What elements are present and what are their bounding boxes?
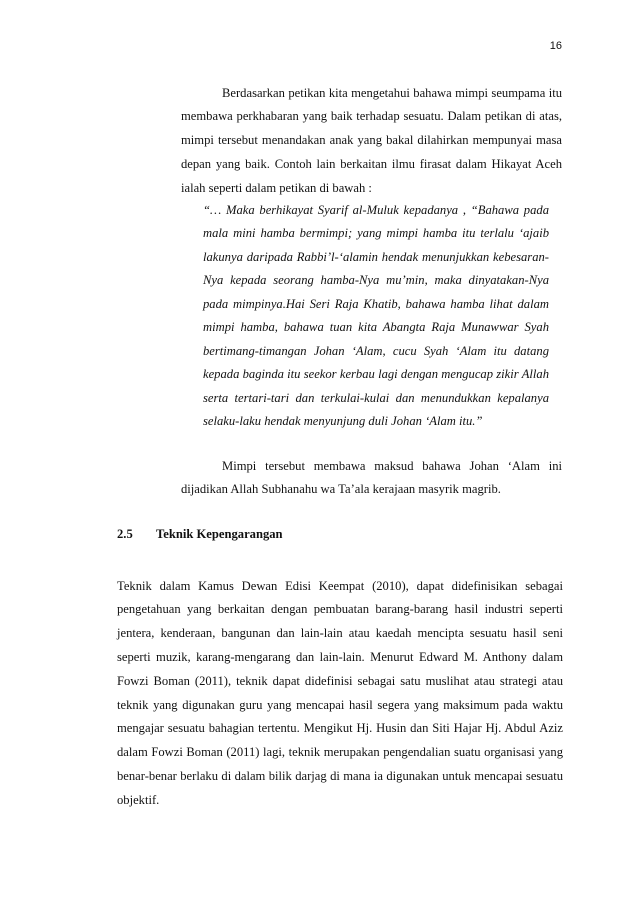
section-number: 2.5 xyxy=(117,527,133,541)
hikayat-quote: “… Maka berhikayat Syarif al-Muluk kepadanya , “Bahawa pada mala mini hamba bermimpi; yang mimpi hamba itu terlalu ‘ajaib lakunya daripada Rabbi’l-‘alamin hendak menunjukkan kebesaran-Nya kepada seorang hamba-Nya mu’min, maka dinyatakan-Nya pada mimpinya.Hai Seri Raja Khatib, bahawa hamba lihat dalam mimpi hamba, bahawa tuan kita Abangta Raja Munawwar Syah bertimang-timangan Johan ‘Alam, cucu Syah ‘Alam itu datang kepada baginda itu seekor kerbau lagi dengan mengucap zikir Allah serta tertari-tari dan terkulai-kulai dan menundukkan kepalanya selaku-laku hendak menyunjung duli Johan ‘Alam itu.” xyxy=(203,202,549,429)
conclusion-paragraph: Mimpi tersebut membawa maksud bahawa Johan ‘Alam ini dijadikan Allah Subhanahu wa Ta’ala kerajaan masyrik magrib. xyxy=(181,458,562,497)
section-body-paragraph: Teknik dalam Kamus Dewan Edisi Keempat (2010), dapat didefinisikan sebagai pengetahuan yang berkaitan dengan pembuatan barang-barang hasil industri seperti jentera, kenderaan, bangunan dan lain-lain atau kaedah mencipta sesuatu hasil seni seperti muzik, karang-mengarang dan lain-lain. Menurut Edward M. Anthony dalam Fowzi Boman (2011), teknik dapat didefinisi sebagai satu muslihat atau strategi atau teknik yang digunakan guru yang mencapai hasil segera yang maksimum pada waktu mengajar sesuatu bahagian tertentu. Mengikut Hj. Husin dan Siti Hajar Hj. Abdul Aziz dalam Fowzi Boman (2011) lagi, teknik merupakan pengendalian suatu organisasi yang benar-benar berlaku di dalam bilik darjag di mana ia digunakan untuk mencapai sesuatu objektif. xyxy=(117,578,563,807)
section-heading xyxy=(117,527,283,542)
section-title: Teknik Kepengarangan xyxy=(156,527,283,541)
page-number: 16 xyxy=(549,40,562,52)
intro-paragraph: Berdasarkan petikan kita mengetahui bahawa mimpi seumpama itu membawa perkhabaran yang baik terhadap sesuatu. Dalam petikan di atas, mimpi tersebut menandakan anak yang bakal dilahirkan mempunyai masa depan yang baik. Contoh lain berkaitan ilmu firasat dalam Hikayat Aceh ialah seperti dalam petikan di bawah : xyxy=(181,85,562,195)
